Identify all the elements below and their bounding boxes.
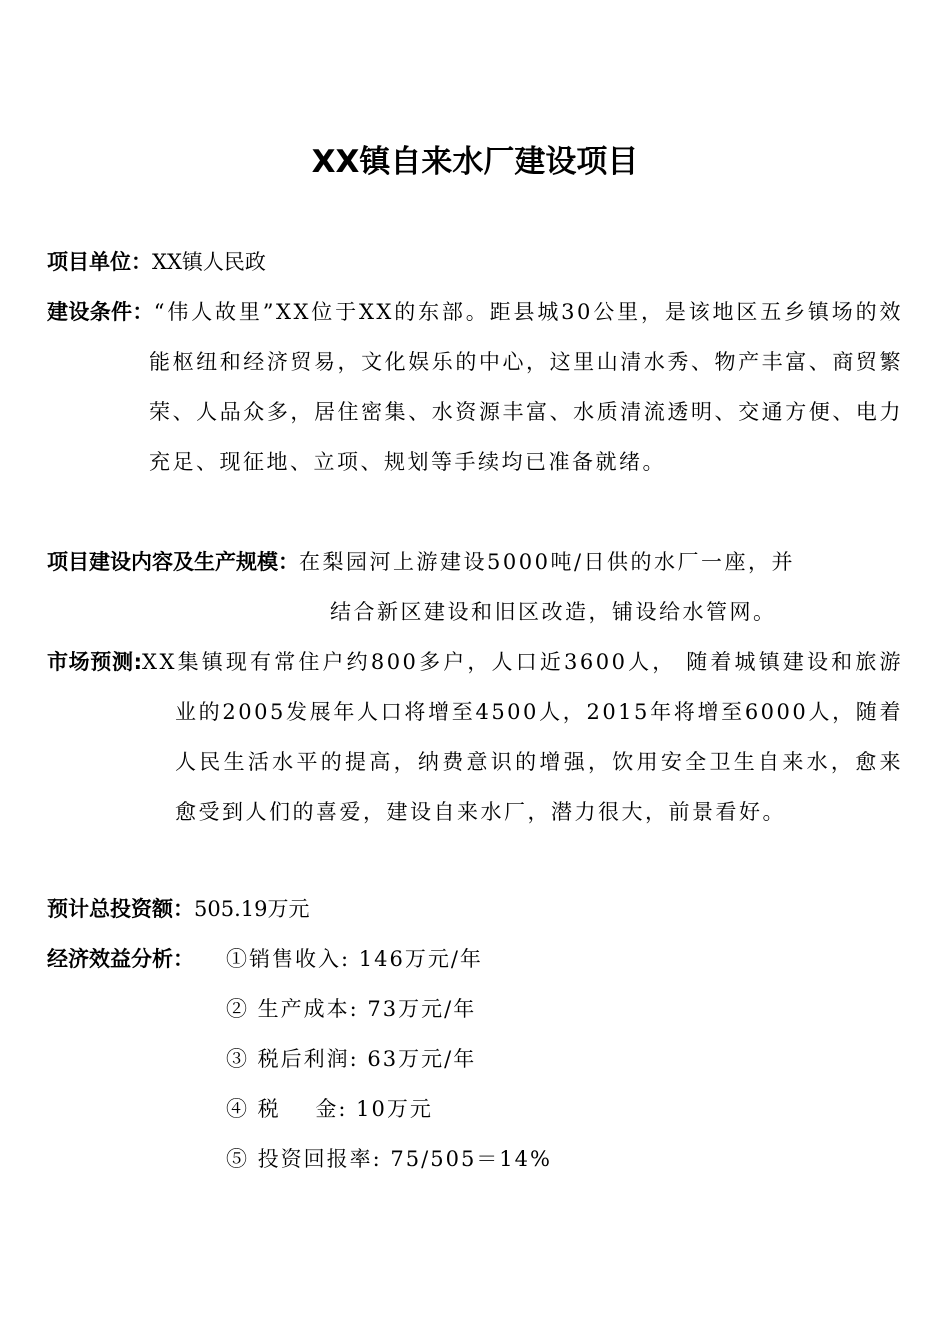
market-forecast-label: 市场预测:: [47, 650, 143, 674]
document-title: XX镇自来水厂建设项目: [311, 144, 639, 180]
construction-scope-text: 在梨园河上游建设5000吨/日供的水厂一座，并: [299, 550, 796, 574]
construction-scope-label: 项目建设内容及生产规模：: [47, 550, 299, 574]
benefit-analysis-label: 经济效益分析：: [47, 947, 194, 971]
project-unit-label: 项目单位：: [47, 250, 152, 274]
benefit-item-sales-revenue: ①销售收入: 146万元/年: [226, 947, 483, 971]
benefit-item-return-rate: ⑤ 投资回报率: 75/505＝14%: [226, 1147, 552, 1171]
construction-scope-line: [47, 537, 905, 587]
benefit-item-after-tax-profit: ③ 税后利润: 63万元/年: [226, 1047, 477, 1071]
market-forecast-text: XX集镇现有常住户约800多户，人口近3600人， 随着城镇建设和旅游业的2005发展年人口将增至4500人，2015年将增至6000人，随着人民生活水平的提高，纳费意识的增强，饮用安全卫生自来水，愈来愈受到人们的喜爱，建设自来水厂，潜力很大，前景看好。: [142, 650, 903, 824]
construction-conditions-label: 建设条件：: [47, 300, 154, 324]
total-investment-value: 505.19万元: [194, 897, 310, 921]
benefit-item-tax: ④ 税 金: 10万元: [226, 1097, 433, 1121]
project-unit-line: [47, 237, 905, 287]
project-unit-value: XX镇人民政: [152, 250, 266, 274]
total-investment-label: 预计总投资额：: [47, 897, 194, 921]
total-investment-line: [47, 884, 905, 934]
construction-conditions-paragraph: [47, 287, 903, 487]
construction-conditions-text: “伟人故里”XX位于XX的东部。距县城30公里，是该地区五乡镇场的效能枢纽和经济贸易，文化娱乐的中心，这里山清水秀、物产丰富、商贸繁荣、人品众多，居住密集、水资源丰富、水质清流透明、交通方便、电力充足、现征地、立项、规划等手续均已准备就绪。: [149, 300, 903, 474]
market-forecast-paragraph: [47, 637, 903, 837]
benefit-item-production-cost: ② 生产成本: 73万元/年: [226, 997, 477, 1021]
construction-scope-text-continued: 结合新区建设和旧区改造，铺设给水管网。: [330, 600, 777, 624]
